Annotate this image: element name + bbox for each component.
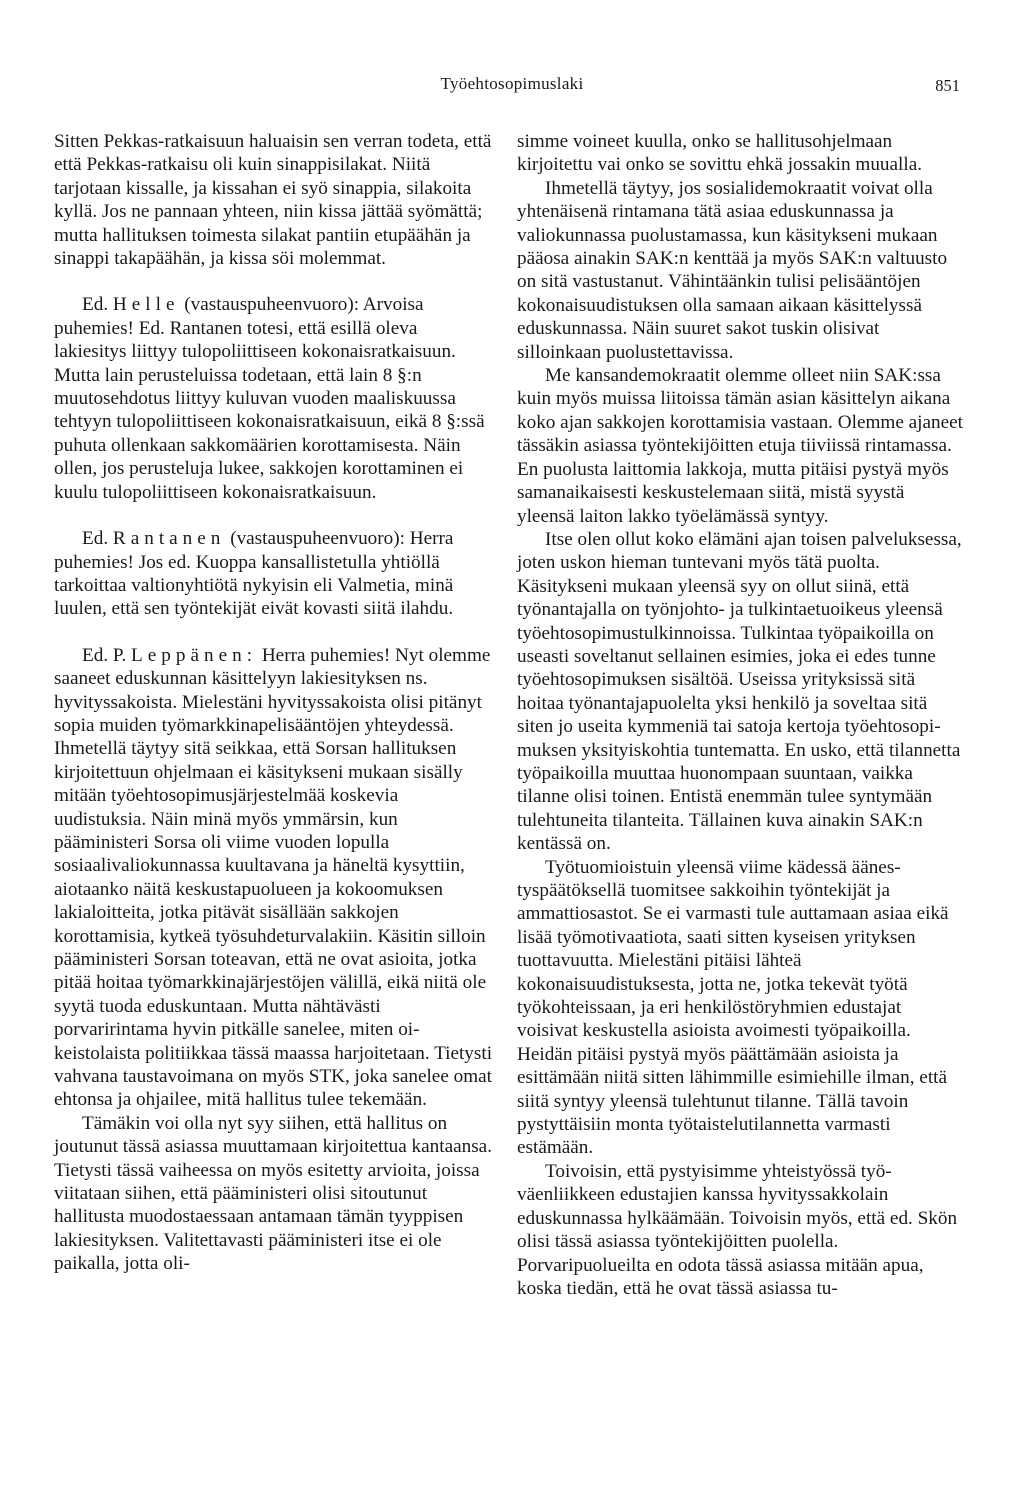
- paragraph: Tämäkin voi olla nyt syy siihen, että hallitus on joutunut tässä asiassa muuttamaan kirjoitettua kantaansa. Tietysti tässä vaiheessa on myös esitetty arvioita, joissa viitataan siihen, että pääministeri olisi sitoutunut hallitusta muodostaessaan antamaan tämän tyyppisen lakiesityksen. Valitettavasti pääministeri itse ei ole paikalla, jotta oli-: [54, 1112, 492, 1275]
- speaker-prefix: Ed.: [82, 294, 109, 316]
- speech-helle: [54, 293, 494, 504]
- speech-text: (vastauspuheenvuoro): Herra puhemies! Jos ed. Kuoppa kansallistetulla yhtiöllä tarkoittaa valtionyhtiötä nykyisin eli Valmetia, minä luulen, että sen työntekijät eivät kovasti siitä ilahdu.: [54, 528, 454, 620]
- left-column: [54, 130, 494, 1276]
- paragraph: Me kansandemokraatit olemme olleet niin SAK:ssa kuin myös muissa liitoissa tämän asian käsittelyn aikana koko ajan sakkojen korottamisia vastaan. Olemme ajaneet tässäkin asiassa työntekijöitten etuja tiiviissä rintamassa. En puolusta laittomia lakkoja, mutta pitäisi pystyä myös samanaikaisesti keskustelemaan siitä, mistä syystä yleensä laiton lakko työelämässä syntyy.: [517, 365, 963, 527]
- paragraph: Sitten Pekkas-ratkaisuun haluaisin sen verran todeta, että että Pekkas-ratkaisu oli kuin sinappisilakat. Niitä tarjotaan kissalle, ja kissahan ei syö sinappia, silakoita kyllä. Jos ne pannaan yhteen, niin kissa jättää syömättä; mutta hallituksen toimesta silakat pantiin etupäähän ja sinappi takapäähän, ja kissa söi molemmat.: [54, 131, 492, 270]
- speech-leppanen: [54, 644, 494, 1112]
- speaker-name: Rantanen: [112, 528, 226, 550]
- running-title: Työehtosopimuslaki: [440, 74, 584, 93]
- paragraph: Ihmetellä täytyy, jos sosialidemokraatit voivat olla yhtenäisenä rintamana tätä asiaa eduskunnassa ja valiokunnassa puolustamassa, kun käsitykseni mukaan pääosa ainakin SAK:n kenttää ja myös SAK:n valtuusto on sitä vastustanut. Vähintäänkin tulisi pelisääntöjen kokonaisuudistuksen olla samaan aikaan käsittelyssä eduskunnassa. Näin suuret sakot tuskin olisivat silloinkaan puolustettavissa.: [517, 177, 948, 363]
- page-number: 851: [935, 76, 960, 95]
- speaker-name: Leppänen:: [131, 644, 258, 666]
- speaker-name: Helle: [112, 294, 180, 316]
- paragraph: Itse olen ollut koko elämäni ajan toisen palveluksessa, joten uskon hieman tuntevani myös tätä puolta. Käsitykseni mukaan yleensä syy on ollut siinä, että työnantajalla on työnjohto- ja tulkintaetuoikeus yleensä työehtosopimustulkinnoissa. Tulkintaa työpaikoilla on useasti soveltanut sellainen esimies, joka ei edes tunne työehtosopimuksen sisältöä. Useissa yrityksissä sitä hoitaa työnantajapuolelta yksi henkilö ja soveltaa sitä siten jo useita kymmeniä tai satoja kertoja työehtosopimuksen yksityiskohtia tuntematta. En usko, että tilannetta työpaikoilla muuttaa huonompaan suuntaan, vaikka tilanne olisi toinen. Entistä enemmän tulee syntymään tulehtuneita tilanteita. Tällainen kuva ainakin SAK:n kentässä on.: [517, 528, 962, 855]
- paragraph: Työtuomioistuin yleensä viime kädessä äänestyspäätöksellä tuomitsee sakkoihin työntekijät ja ammattiosastot. Se ei varmasti tule auttamaan asiaa eikä lisää työmotivaatiota, saati sitten kyseisen yrityksen tuottavuutta. Mielestäni pitäisi lähteä kokonaisuudistuksesta, jotta ne, jotka tekevät työtä työkohteissaan, ja eri henkilöstöryhmien edustajat voisivat keskustella asioista avoimesti työpaikoilla. Heidän pitäisi pystyä myös päättämään asioista ja esittämään niitä sitten lähimmille esimiehille ilman, että siitä syntyy yleensä tulehtunut tilanne. Tällä tavoin pystyttäisiin monta työtaistelutilannetta varmasti estämään.: [517, 856, 949, 1159]
- speaker-prefix: Ed. P.: [82, 644, 127, 666]
- speech-text: Herra puhemies! Nyt olemme saaneet eduskunnan käsittelyyn lakiesityksen ns. hyvityssakoista. Mielestäni hyvityssakoista olisi pitänyt sopia muiden työmarkkinapelisääntöjen yhteydessä. Ihmetellä täytyy sitä seikkaa, että Sorsan hallituksen kirjoitettuun ohjelmaan ei käsitykseni mukaan sisälly mitään työehtosopimusjärjestelmää koskevia uudistuksia. Näin minä myös ymmärsin, kun pääministeri Sorsa oli viime vuoden lopulla sosiaalivaliokunnassa kuultavana ja häneltä kysyttiin, aiotaanko näitä keskustapuolueen ja kokoomuksen lakialoitteita, jotka pitävät sisällään sakkojen korottamisia, kytkeä työsuhdeturvalakiin. Käsitin silloin pääministeri Sorsan toteavan, että ne ovat asioita, jotka pitää hoitaa työmarkkinajärjestöjen välillä, eikä niitä ole syytä tuoda eduskuntaan. Mutta nähtävästi porvaririntama hyvin pitkälle sanelee, miten oikeistolaista politiikkaa tässä maassa harjoitetaan. Tietysti vahvana taustavoimana on myös STK, joka sanelee omat ehtonsa ja ohjailee, mitä hallitus tulee tekemään.: [54, 644, 493, 1111]
- paragraph: Toivoisin, että pystyisimme yhteistyössä työväenliikkeen edustajien kanssa hyvityssakkolain eduskunnassa hylkäämään. Toivoisin myös, että ed. Skön olisi tässä asiassa työntekijöitten puolella. Porvaripuolueilta en odota tässä asiassa mitään apua, koska tiedän, että he ovat tässä asiassa tu-: [517, 1160, 958, 1299]
- speech-rantanen: [54, 527, 494, 621]
- speech-text: (vastauspuheenvuoro): Arvoisa puhemies! Ed. Rantanen totesi, että esillä oleva lakiesitys liittyy tulopoliittiseen kokonaisratkaisuun. Mutta lain perusteluissa todetaan, että lain 8 §:n muutosehdotus liittyy kuluvan vuoden maaliskuussa tehtyyn tulopoliittiseen kokonaisratkaisuun, eikä 8 §:ssä puhuta ollenkaan sakkomäärien korottamisesta. Näin ollen, jos perusteluja lukee, sakkojen korottaminen ei kuulu tulopoliittiseen kokonaisratkaisuun.: [54, 294, 485, 503]
- right-column: [517, 130, 965, 1300]
- paragraph: simme voineet kuulla, onko se hallitusohjelmaan kirjoitettu vai onko se sovittu ehkä jossakin muualla.: [517, 131, 923, 176]
- speaker-prefix: Ed.: [82, 528, 109, 550]
